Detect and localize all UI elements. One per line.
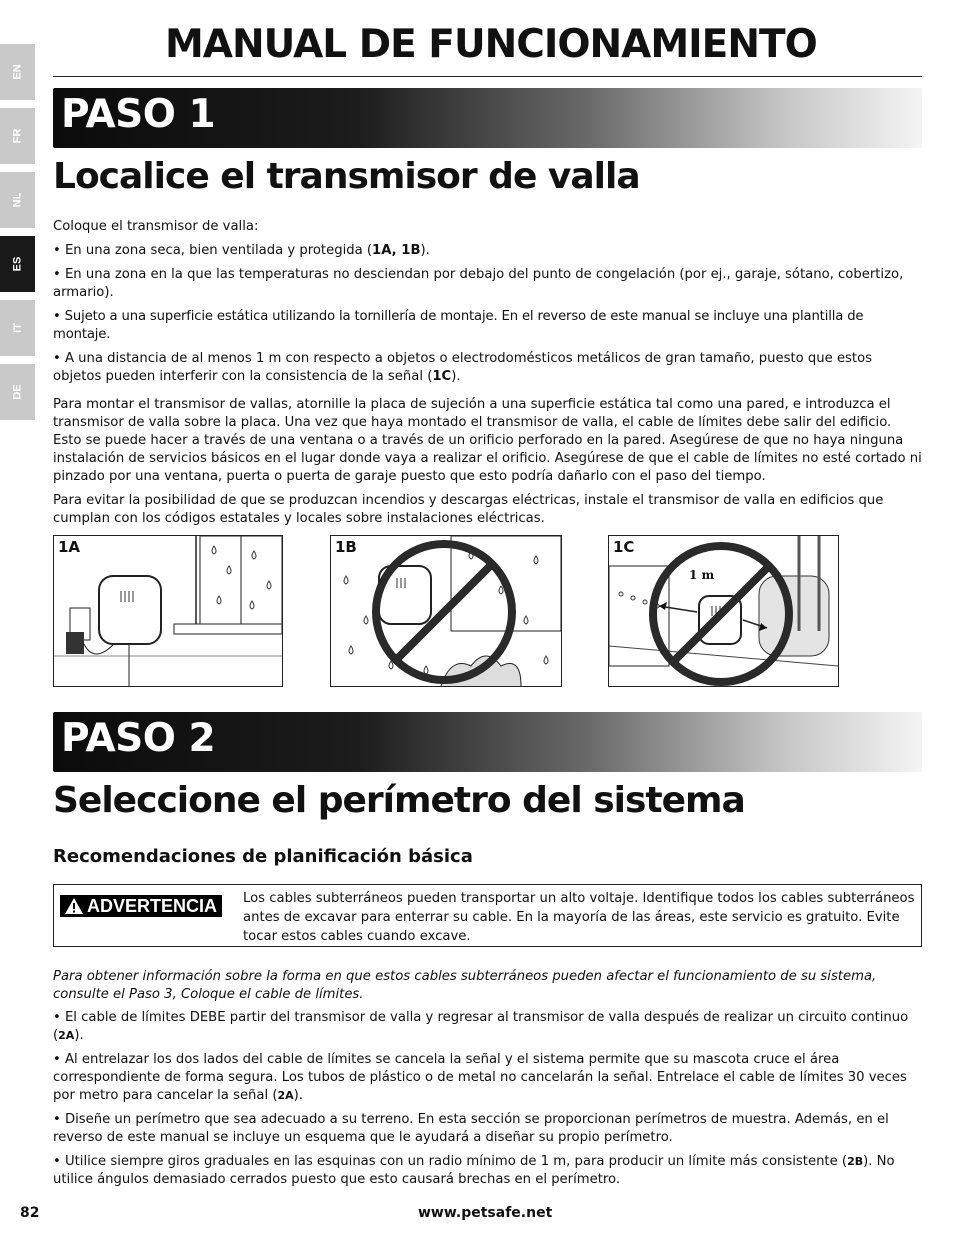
tab-de[interactable] [0,364,35,420]
step1-bullet-2: • En una zona en la que las temperaturas no desciendan por debajo del punto de congelación (por ej., garaje, sótano, cobertizo, armario). [53,267,904,300]
tab-it[interactable] [0,300,35,356]
tab-it-label: IT [11,323,24,333]
figure-1a-illustration [54,536,282,686]
tab-fr[interactable] [0,108,35,164]
figure-ref: 1A, 1B [372,243,421,258]
step2-bar-label: PASO 2 [61,716,216,761]
step2-note: Para obtener información sobre la forma en que estos cables subterráneos pueden afectar el funcionamiento de su sistema, consulte el Paso 3, Coloque el cable de límites. [53,969,877,1002]
warning-text: Los cables subterráneos pueden transportar un alto voltaje. Identifique todos los cables subterráneos antes de excavar para enterrar su cable. En la mayoría de las áreas, este servicio es gratuito. Evite tocar estos cables cuando excave. [243,891,915,944]
step2-bullet-2 [53,1051,922,1105]
figure-1a [53,535,283,687]
step1-bar [53,88,922,148]
warning-badge [60,895,222,917]
step1-bullet-1 [53,242,922,260]
bullet-end: ). [74,1028,84,1043]
tab-en[interactable] [0,44,35,100]
language-tabs [0,44,35,428]
bullet-end: ). No utilice ángulos demasiado cerrados puesto que esto causará brechas en el perímetro. [53,1154,895,1187]
bullet-text: • El cable de límites DEBE partir del transmisor de valla y regresar al transmisor de valla después de realizar un circuito continuo ( [53,1010,909,1043]
bullet-text: • En una zona seca, bien ventilada y protegida ( [53,243,373,258]
step1-paragraph-2: Para evitar la posibilidad de que se produzcan incendios y descargas eléctricas, instale el transmisor de valla en edificios que cumplan con los códigos estatales y locales sobre instalaciones eléctricas. [53,493,884,526]
tab-en-label: EN [11,64,24,80]
step2-heading: Seleccione el perímetro del sistema [53,780,745,821]
tab-fr-label: FR [11,128,24,144]
tab-de-label: DE [11,384,24,400]
tab-es-label: ES [11,256,24,272]
tab-nl[interactable] [0,172,35,228]
step2-bullet-3: • Diseñe un perímetro que sea adecuado a su terreno. En esta sección se proporcionan perímetros de muestra. Además, en el reverso de este manual se incluye un esquema que le ayudará a diseñar su propio perímetro. [53,1112,889,1145]
figure-1b [330,535,562,687]
figure-label: 1A [58,538,81,556]
step2-bullet-4 [53,1153,922,1189]
warning-triangle-icon [64,897,84,915]
step1-bar-label: PASO 1 [61,92,216,137]
step1-body [53,218,922,534]
bullet-text: • Utilice siempre giros graduales en las esquinas con un radio mínimo de 1 m, para producir un límite más consistente ( [53,1154,848,1169]
figure-ref: 2A [58,1029,75,1042]
figure-1c-illustration [609,536,838,686]
step2-body [53,968,922,1195]
tab-nl-label: NL [11,192,24,208]
step1-intro: Coloque el transmisor de valla: [53,219,259,234]
distance-label: 1 m [689,568,715,582]
figure-ref: 2A [277,1089,294,1102]
step1-bullet-3: • Sujeto a una superficie estática utilizando la tornillería de montaje. En el reverso de este manual se incluye una plantilla de montaje. [53,309,864,342]
figure-1b-illustration [331,536,561,686]
page-number: 82 [20,1205,40,1221]
warning-box [53,884,922,947]
footer-url[interactable]: www.petsafe.net [418,1205,553,1221]
warning-label: ADVERTENCIA [87,895,218,916]
bullet-end: ). [293,1088,304,1103]
bullet-end: ). [451,369,461,384]
figure-1c [608,535,839,687]
bullet-text: • A una distancia de al menos 1 m con respecto a objetos o electrodomésticos metálicos de gran tamaño, puesto que estos objetos pueden interferir con la consistencia de la señal ( [53,351,873,384]
step1-paragraph-1: Para montar el transmisor de vallas, atornille la placa de sujeción a una superficie estática tal como una pared, e introduzca el transmisor de valla sobre la placa. Una vez que haya montado el transmisor de valla, el cable de límites debe salir del edificio. Esto se puede hacer a través de una ventana o a través de un orificio perforado en la pared. Asegúrese de que no haya ninguna instalación de servicios básicos en el lugar donde vaya a realizar el orificio. Asegúrese de que el cable de límites no esté cortado ni pinzado por una ventana, puerta o puerta de garaje puesto que esto podría dañarlo con el paso del tiempo. [53,397,922,484]
page-title: MANUAL DE FUNCIONAMIENTO [165,22,817,67]
tab-es[interactable] [0,236,35,292]
step2-subheading: Recomendaciones de planificación básica [53,846,473,867]
step2-bar [53,712,922,772]
bullet-text: • Al entrelazar los dos lados del cable de límites se cancela la señal y el sistema permite que su mascota cruce el área correspondiente de forma segura. Los tubos de plástico o de metal no cancelarán la señal. Entrelace el cable de límites 30 veces por metro para cancelar la señal ( [53,1052,907,1103]
title-divider [53,76,922,77]
figure-ref: 2B [847,1155,864,1168]
step2-bullet-1 [53,1009,922,1045]
step1-heading: Localice el transmisor de valla [53,156,640,197]
figure-label: 1B [335,538,357,556]
bullet-end: ). [420,243,430,258]
figure-label: 1C [613,538,635,556]
figure-ref: 1C [432,369,452,384]
step1-bullet-4 [53,350,922,386]
